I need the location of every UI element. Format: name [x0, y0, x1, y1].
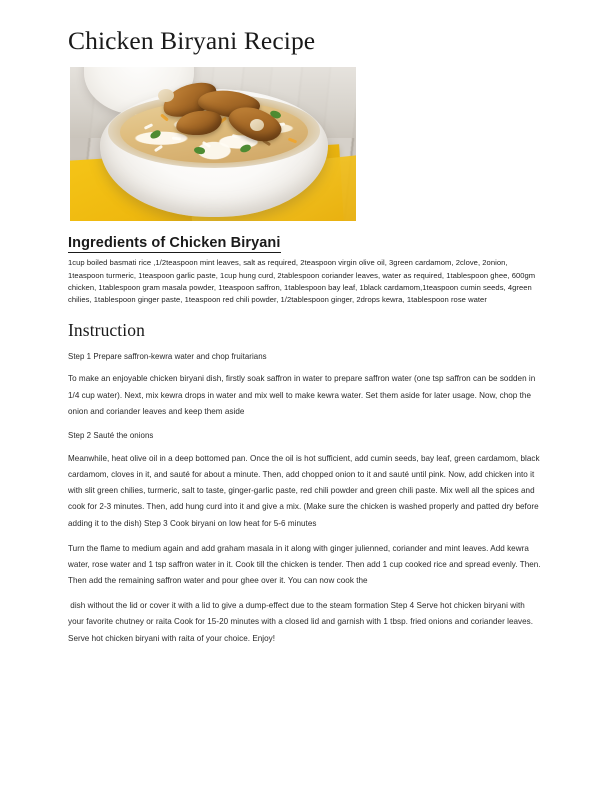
coriander-leaf [193, 146, 206, 156]
instruction-paragraph-1: To make an enjoyable chicken biryani dish, firstly soak saffron in water to prepare saffron water (one tsp saffron can be sodden in 1/4 cup water). Next, mix kewra drops in water and mix well to make kewra water. Set them aside for later usage. Now, chop the onion and coriander leaves and keep them aside [68, 374, 538, 416]
step-1-title: Step 1 Prepare saffron-kewra water and chop fruitarians [68, 351, 267, 361]
instruction-paragraph-3: Turn the flame to medium again and add graham masala in it along with ginger julienned, coriander and mint leaves. Add kewra water, rose water and 1 tsp saffron water in it. Cook till the chicken is tender. Then add 1 cup cooked rice and spread evenly. Then. Then add the remaining saffron water and pour ghee over it. You can now cook the [68, 543, 543, 586]
chicken-biryani-photo [70, 67, 356, 221]
ingredients-heading: Ingredients of Chicken Biryani [68, 235, 281, 252]
rice-grain [172, 137, 181, 141]
document-content [68, 26, 546, 647]
ingredients-section [68, 221, 546, 306]
page-title: Chicken Biryani Recipe [68, 26, 316, 55]
instruction-section [68, 320, 546, 647]
ingredients-list: 1cup boiled basmati rice ,1/2teaspoon mint leaves, salt as required, 2teaspoon virgin olive oil, 3green cardamom, 2clove, 2onion, 1teaspoon turmeric, 1teaspoon garlic paste, 1cup hung curd, 2tablespoon coriander leaves, water as required, 1tablespoon ghee, 600gm chicken, 1tablespoon gram masala powder, 1teaspoon saffron, 1tablespoon bay leaf, 1black cardamom,1teaspoon cumin seeds, 4green chilies, 1tablespoon ginger paste, 1teaspoon red chili powder, 1/2tablespoon ginger, 2drops kewra, 1tablespoon rose water [68, 258, 536, 305]
coriander-leaf [149, 130, 162, 141]
step-2-title: Step 2 Sauté the onions [68, 430, 154, 440]
rice-grain [232, 134, 241, 139]
instruction-paragraph-2: Meanwhile, heat olive oil in a deep bottomed pan. Once the oil is hot sufficient, add cumin seeds, bay leaf, green cardamom, black cardamom, cloves in it, and sauté for about a minute. Then, add chopped onion to it and sauté until pink. Now, add chicken into it with slit green chilies, turmeric, salt to taste, ginger-garlic paste, red chili powder and green chili paste. Mix well all the spices and cook for 2-3 minutes. Then, add hung curd into it and give a mix. (Make sure the chicken is washed properly and patted dry before adding it to the dish) Step 3 Cook biryani on low heat for 5-6 minutes [68, 453, 542, 528]
coriander-leaf [239, 144, 251, 153]
instruction-paragraph-4: dish without the lid or cover it with a lid to give a dump-effect due to the steam formation Step 4 Serve hot chicken biryani with your favorite chutney or raita Cook for 15-20 minutes with a closed lid and garnish with 1 tbsp. fried onions and coriander leaves. Serve hot chicken biryani with raita of your choice. Enjoy! [68, 601, 536, 643]
saffron-strand [288, 138, 297, 144]
rice-grain [154, 145, 163, 153]
instruction-heading: Instruction [68, 319, 145, 340]
photo-canvas [70, 67, 356, 221]
rice-grain [144, 123, 153, 130]
